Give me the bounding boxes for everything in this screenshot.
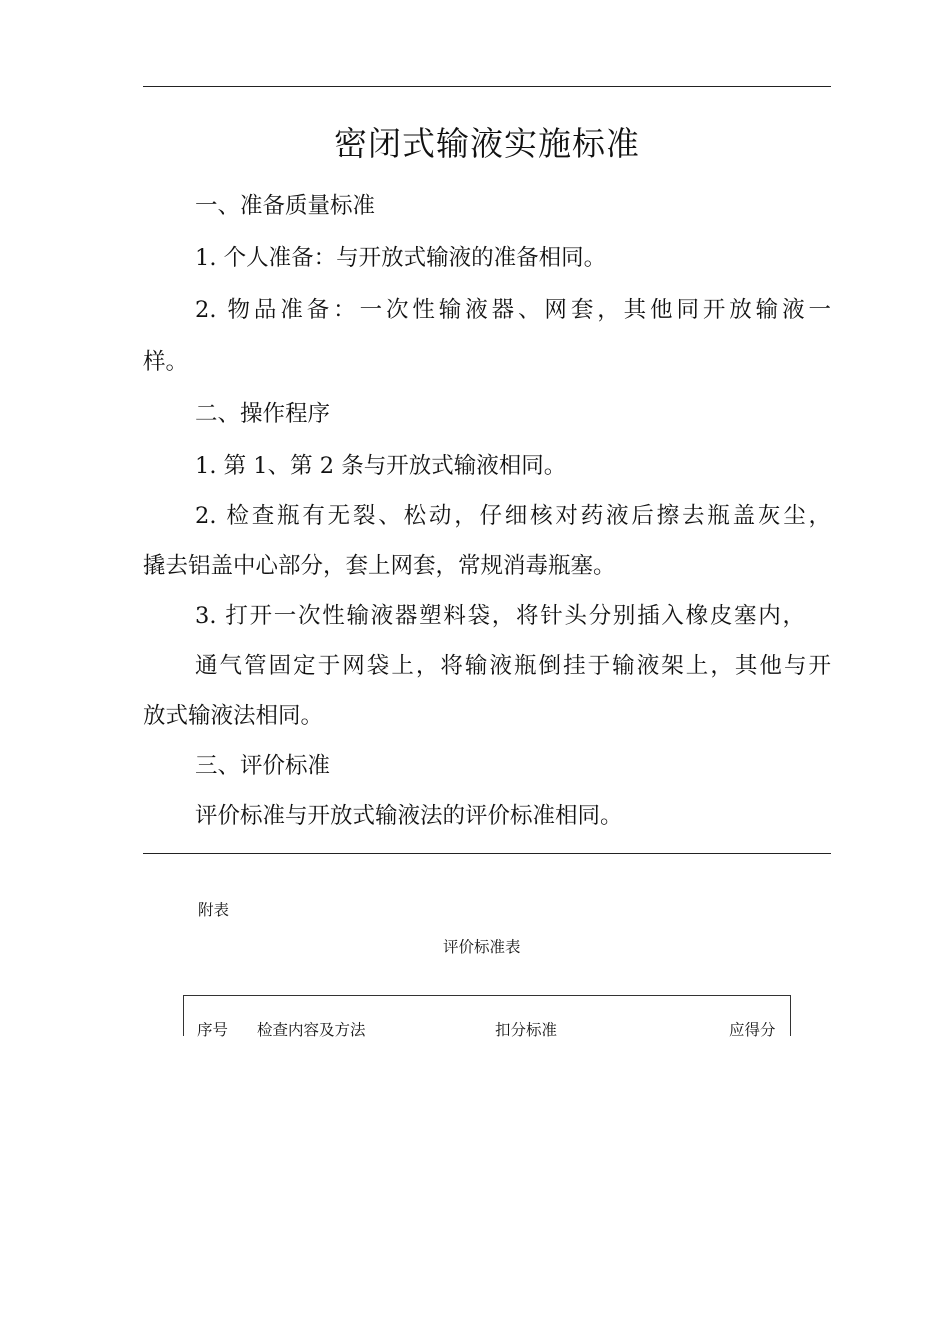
appendix-label: 附表 [198, 901, 230, 919]
paragraph-step-2-cont: 撬去铝盖中心部分，套上网套，常规消毒瓶塞。 [143, 553, 616, 579]
paragraph-prep-personal: 1. 个人准备：与开放式输液的准备相同。 [195, 245, 607, 271]
table-title: 评价标准表 [443, 938, 521, 956]
column-header-content: 检查内容及方法 [257, 1021, 366, 1039]
column-header-score: 应得分 [729, 1021, 776, 1039]
column-header-index: 序号 [197, 1021, 229, 1039]
section-heading-2: 二、操作程序 [195, 401, 331, 427]
paragraph-prep-items: 2. 物品准备：一次性输液器、网套，其他同开放输液一 [195, 297, 831, 323]
paragraph-step-3: 3. 打开一次性输液器塑料袋，将针头分别插入橡皮塞内， [195, 603, 805, 629]
section-heading-3: 三、评价标准 [195, 753, 331, 779]
paragraph-step-1: 1. 第 1、第 2 条与开放式输液相同。 [195, 453, 567, 479]
top-rule [143, 86, 831, 87]
bottom-rule [143, 853, 831, 854]
paragraph-step-3-cont: 通气管固定于网袋上，将输液瓶倒挂于输液架上，其他与开 [195, 653, 831, 679]
paragraph-evaluation: 评价标准与开放式输液法的评价标准相同。 [195, 803, 623, 829]
section-heading-1: 一、准备质量标准 [195, 193, 376, 219]
paragraph-step-3-end: 放式输液法相同。 [143, 703, 324, 729]
paragraph-step-2: 2. 检查瓶有无裂、松动，仔细核对药液后擦去瓶盖灰尘， [195, 503, 831, 529]
paragraph-prep-items-cont: 样。 [143, 349, 189, 375]
document-title: 密闭式输液实施标准 [334, 124, 640, 163]
column-header-deduction: 扣分标准 [495, 1021, 558, 1039]
